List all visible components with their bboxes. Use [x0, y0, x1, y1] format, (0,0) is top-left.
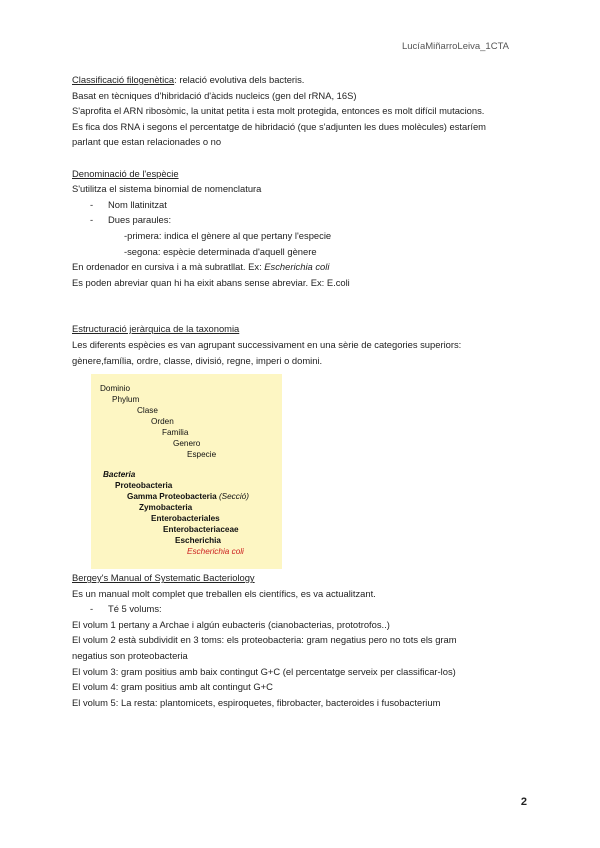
paragraph-line: El volum 3: gram positius amb baix contingut G+C (el percentatge serveix per classificar-los) — [72, 665, 456, 677]
example-note: (Secció) — [218, 492, 249, 502]
paragraph-line: Les diferents espècies es van agrupant successivament en una sèrie de categories superiors: — [72, 338, 462, 350]
rank-label: Phylum — [112, 395, 140, 405]
example-text: Gamma Proteobacteria — [127, 492, 217, 502]
italic-example: Escherichia coli — [264, 261, 330, 273]
example-label: Bacteria — [103, 470, 136, 480]
paragraph-line: Es poden abreviar quan hi ha eixit abans sense abreviar. Ex: E.coli — [72, 276, 350, 288]
example-label: Proteobacteria — [115, 481, 173, 491]
bullet-item: - Dues paraules: — [90, 214, 172, 226]
rank-label: Clase — [137, 406, 158, 416]
paragraph-line: Es fica dos RNA i segons el percentatge de hibridació (que s'adjunten les dues molècules) estaríem — [72, 120, 486, 132]
rank-label: Genero — [173, 439, 201, 449]
paragraph-line: El volum 1 pertany a Archae i algún eubacteris (cianobacterias, prototrofos..) — [72, 618, 390, 630]
rank-label: Dominio — [100, 384, 131, 394]
bullet-text: Dues paraules: — [108, 214, 172, 226]
header-author: LucíaMiñarroLeiva_1CTA — [401, 41, 509, 52]
paragraph-line: El volum 5: La resta: plantomicets, espiroquetes, fibrobacter, bacteroides i fusobacterium — [72, 696, 441, 708]
paragraph-line: S'aprofita el ARN ribosòmic, la unitat petita i esta molt protegida, entonces es molt difícil mutacions. — [72, 105, 485, 117]
section-classificacio — [72, 72, 542, 88]
section-title: Bergey's Manual of Systematic Bacteriology — [72, 572, 255, 584]
rank-label: Familia — [162, 428, 189, 438]
sub-item: -primera: indica el gènere al que pertany l'especie — [124, 229, 332, 241]
bullet-text: Té 5 volums: — [108, 603, 162, 615]
paragraph-line: Es un manual molt complet que treballen els científics, es va actualitzant. — [72, 587, 376, 599]
paragraph-line: S'utilitza el sistema binomial de nomenclatura — [72, 183, 262, 195]
bullet-text: Nom llatinitzat — [108, 198, 167, 210]
paragraph-line: gènere,família, ordre, classe, divisió, regne, imperi o domini. — [72, 354, 323, 366]
bullet-item: - Nom llatinitzat — [90, 198, 167, 210]
example-label — [127, 492, 249, 503]
page-number: 2 — [520, 796, 527, 808]
example-label: Enterobacteriaceae — [163, 525, 239, 535]
paragraph-line: El volum 4: gram positius amb alt contingut G+C — [72, 681, 273, 693]
paragraph-line: Basat en tècniques d'hibridació d'àcids nucleics (gen del rRNA, 16S) — [72, 89, 357, 101]
paragraph-line — [72, 259, 542, 275]
section-title: Estructuració jeràrquica de la taxonomia — [72, 323, 240, 335]
document-body — [72, 72, 542, 710]
paragraph-line: negatius son proteobacteria — [72, 650, 188, 662]
section-title-suffix: : relació evolutiva dels bacteris. — [174, 74, 305, 85]
paragraph-line: El volum 2 està subdividit en 3 toms: els proteobacteria: gram negatius pero no tots els gram — [72, 634, 457, 646]
taxonomy-figure — [91, 374, 282, 569]
rank-label: Especie — [187, 450, 217, 460]
sub-item: -segona: espècie determinada d'aquell gènere — [124, 245, 317, 257]
example-label-highlight: Escherichia coli — [187, 547, 244, 557]
section-title: Denominació de l'espècie — [72, 167, 179, 179]
example-label: Escherichia — [175, 536, 221, 546]
bullet-item: - Té 5 volums: — [90, 603, 162, 615]
example-label: Enterobacteriales — [151, 514, 220, 524]
line-text: En ordenador en cursiva i a mà subratllat. Ex: — [72, 261, 265, 273]
rank-label: Orden — [151, 417, 174, 427]
example-label: Zymobacteria — [139, 503, 193, 513]
paragraph-line: parlant que estan relacionades o no — [72, 136, 222, 148]
section-title: Classificació filogenètica — [72, 74, 175, 85]
